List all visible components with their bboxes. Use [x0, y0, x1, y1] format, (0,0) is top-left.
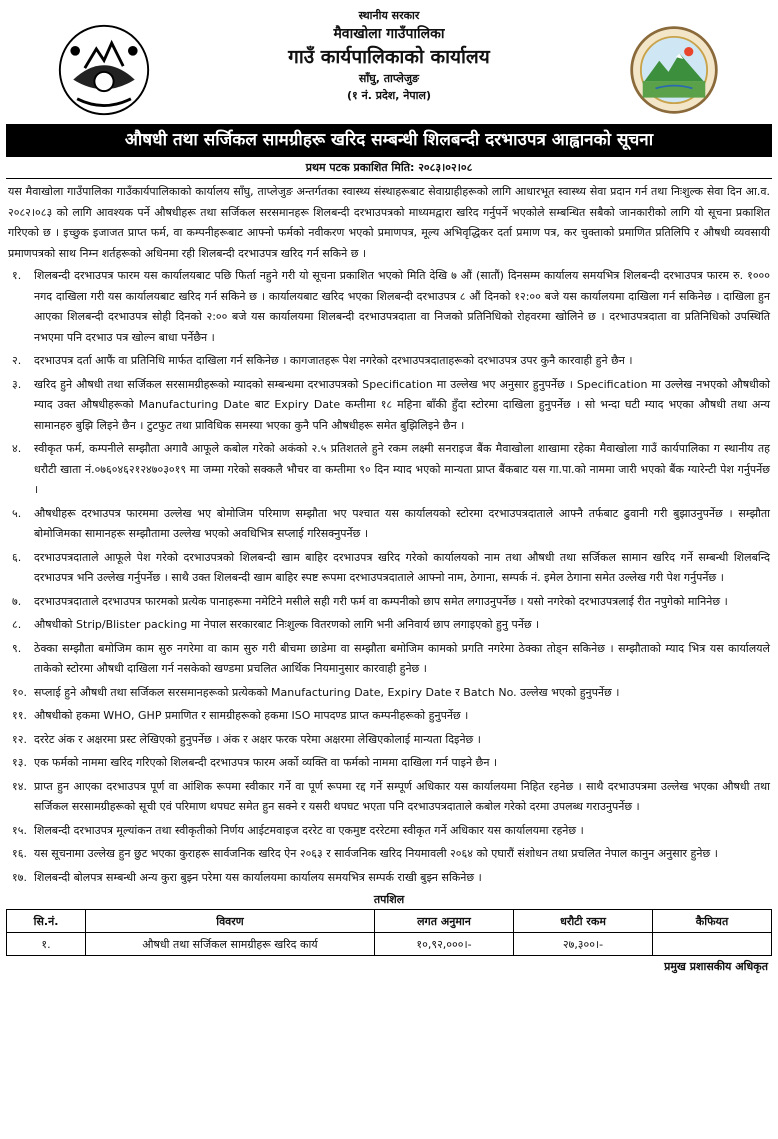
condition-text: दररेट अंक र अक्षरमा प्रस्ट लेखिएको हुनुपर्नेछ । अंक र अक्षर फरक परेमा अक्षरमा लेखिएकोलाई मान्यता दिइनेछ ।: [34, 732, 481, 746]
condition-item: [8, 844, 770, 865]
conditions-list: [6, 266, 772, 888]
table-row: [7, 933, 772, 956]
condition-item: [8, 266, 770, 348]
condition-number: १.: [12, 269, 22, 282]
condition-text: सप्लाई हुने औषधी तथा सर्जिकल सरसमानहरूको प्रत्येकको Manufacturing Date, Expiry Date र Batch No. उल्लेख भएको हुनुपर्नेछ ।: [34, 685, 620, 699]
condition-item: [8, 821, 770, 842]
column-header: धरौटी रकम: [514, 910, 653, 933]
condition-text: औषधीको Strip/Blister packing मा नेपाल सरकारबाट निःशुल्क वितरणको लागि भनी अनिवार्य छाप लगाइएको हुनु पर्नेछ ।: [34, 618, 540, 631]
office-name: गाउँ कार्यपालिकाको कार्यालय: [288, 46, 490, 68]
condition-item: [8, 615, 770, 636]
condition-item: [8, 868, 770, 889]
condition-text: औषधीहरू दरभाउपत्र फारममा उल्लेख भए बोमोजिम परिमाण सम्झौता भए पश्चात यस कार्यालयको स्टोरमा दरभाउपत्रदाताले आफ्नै तर्फबाट ढुवानी गरी बुझाउनुपर्नेछ । सम्झौता बोमोजिमका सामानहरू सम्झौतामा उल्लेख भएको अवधिभित्र सप्लाई गरिसक्नुपर्नेछ ।: [34, 506, 770, 540]
condition-number: १५.: [12, 823, 27, 837]
condition-number: ३.: [12, 377, 22, 391]
condition-text: औषधीको हकमा WHO, GHP प्रमाणित र सामग्रीहरूको हकमा ISO मापदण्ड प्राप्त कम्पनीहरूको हुनुपर्नेछ ।: [34, 709, 469, 722]
condition-item: [8, 439, 770, 501]
column-header: लगत अनुमान: [375, 910, 514, 933]
table-cell: २७,३००।-: [514, 933, 653, 956]
table-cell: [653, 933, 772, 956]
condition-number: ७.: [12, 594, 22, 608]
condition-text: यस सूचनामा उल्लेख हुन छुट भएका कुराहरू सार्वजनिक खरिद ऐन २०६३ र सार्वजनिक खरिद नियमावली २०६४ को एघारौं संशोधन तथा प्रचलित नेपाल कानुन अनुसार हुनेछ ।: [34, 847, 718, 860]
condition-number: ५.: [12, 506, 22, 520]
condition-item: [8, 592, 770, 613]
condition-text: खरिद हुने औषधी तथा सर्जिकल सरसामग्रीहरूको म्यादको सम्बन्धमा दरभाउपत्रको Specification मा उल्लेख भए अनुसार हुनुपर्नेछ । Specification मा उल्लेख नभएको औषधीको म्याद उक्त औषधीहरूको Manufacturing Date बाट Expiry Date कम्तीमा १८ महिना बाँकी हुँदा स्टोरमा दाखिला हुनुपर्नेछ । सो भन्दा घटी म्याद भएका औषधी तथा अन्य सामानहरु बुझि लिइने छैन । टुटफुट तथा प्राविधिक समस्या भएका कुनै पनि औषधीहरू समेत बुझिलिइने छैन ।: [34, 377, 770, 432]
condition-number: ९.: [12, 641, 22, 655]
condition-number: ११.: [12, 709, 27, 722]
nepal-emblem-icon: [56, 22, 152, 118]
office-address: साँघु, ताप्लेजुङ: [358, 72, 420, 85]
condition-item: [8, 375, 770, 437]
condition-item: [8, 548, 770, 589]
table-cell: १०,९२,०००।-: [375, 933, 514, 956]
condition-item: [8, 753, 770, 774]
signatory-title: प्रमुख प्रशासकीय अधिकृत: [664, 960, 768, 973]
condition-number: १७.: [12, 870, 27, 884]
condition-number: १२.: [12, 732, 27, 746]
condition-item: [8, 504, 770, 545]
condition-text: ठेक्का सम्झौता बमोजिम काम सुरु नगरेमा वा काम सुरु गरी बीचमा छाडेमा वा सम्झौता बमोजिम कामको प्रगति नगरेमा ठेक्का तोड्न सकिनेछ । सम्झौताको म्याद भित्र यस कार्यालयले ताकेको स्टोरमा औषधी दाखिला गर्न नसकेको खण्डमा प्रचलित आर्थिक नियमानुसार कारवाही हुनेछ ।: [34, 641, 770, 675]
condition-number: ६.: [12, 550, 22, 564]
province: (१ नं. प्रदेश, नेपाल): [347, 89, 431, 102]
notice-title-banner: औषधी तथा सर्जिकल सामग्रीहरू खरिद सम्बन्धी शिलबन्दी दरभाउपत्र आह्वानको सूचना: [6, 124, 772, 157]
column-header: कैफियत: [653, 910, 772, 933]
condition-number: ८.: [12, 618, 22, 631]
table-cell: १.: [7, 933, 86, 956]
condition-text: दरभाउपत्रदाताले दरभाउपत्र फारमको प्रत्येक पानाहरूमा नमेटिने मसीले सही गरी फर्म वा कम्पनीको छाप समेत लगाउनुपर्नेछ । यसो नगरेको दरभाउपत्रलाई रीत नपुगेको मानिनेछ ।: [34, 594, 728, 608]
municipality-logo-icon: [628, 24, 720, 116]
column-header: सि.नं.: [7, 910, 86, 933]
details-table: [6, 909, 772, 956]
condition-text: शिलबन्दी दरभाउपत्र फारम यस कार्यालयबाट पछि फिर्ता नहुने गरी यो सूचना प्रकाशित भएको मिति देखि ७ औं (सातौं) दिनसम्म कार्यालय समयभित्र शिलबन्दी दरभाउपत्र फारम रु. १००० नगद दाखिला गरी यस कार्यालयबाट खरिद गर्न सकिने छ । कार्यालयबाट खरिद भएका शिलबन्दी दरभाउपत्र ८ औं दिनको १२:०० बजे यस कार्यालयमा दाखिला गर्न सकिनेछ । दाखिला हुन आएका शिलबन्दी दरभाउपत्र सोही दिनको २:०० बजे यस कार्यालयमा शिलबन्दी दरभाउपत्रदाता वा निजको प्रतिनिधिको रोहवरमा खोलिने छ । दरभाउपत्रदाता वा प्रतिनिधिको उपस्थिति नभएमा पनि दरभाउ पत्र खोल्न बाधा पर्नेछैन ।: [34, 269, 770, 344]
condition-text: स्वीकृत फर्म, कम्पनीले सम्झौता अगावै आफूले कबोल गरेको अकंको २.५ प्रतिशतले हुने रकम लक्ष्मी सनराइज बैंक मैवाखोला शाखामा रहेका मैवाखोला गाउँ कार्यपालिका ग स्थानीय तह धरौटी खाता नं.०७६०४६२१२४७०३०१९ मा जम्मा गरेको सक्कलै भौचर वा कम्तीमा ९० दिन म्याद भएको मान्यता प्राप्त बैंकबाट यस गा.पा.को नाममा जारी भएको बैंक ग्यारेन्टी पेश गर्नुपर्नेछ ।: [34, 442, 770, 496]
condition-text: शिलबन्दी दरभाउपत्र मूल्यांकन तथा स्वीकृतीको निर्णय आईटमवाइज दररेट वा एकमुष्ट दररेटमा स्वीकृत गर्ने अधिकार यस कार्यालयमा रहनेछ ।: [34, 823, 584, 837]
table-header-row: [7, 910, 772, 933]
letterhead: [6, 0, 772, 124]
condition-text: प्राप्त हुन आएका दरभाउपत्र पूर्ण वा आंशिक रूपमा स्वीकार गर्ने वा पूर्ण रूपमा रद्द गर्ने सम्पूर्ण अधिकार यस कार्यालयमा निहित रहनेछ । साथै दरभाउपत्रमा उल्लेख भएका औषधी तथा सर्जिकल सरसामग्रीहरूको सूची एवं परिमाण थपघट समेत हुन सक्ने र यसरी थपघट भएता पनि दरभाउपत्रदाताले कबोल गरेको दरमा उपलब्ध गराउनुपर्नेछ ।: [34, 779, 770, 813]
condition-text: दरभाउपत्र दर्ता आफैं वा प्रतिनिधि मार्फत दाखिला गर्न सकिनेछ । कागजातहरू पेश नगरेको दरभाउपत्रदाताहरूको दरभाउपत्र उपर कुनै कारवाही हुने छैन ।: [34, 354, 633, 367]
intro-paragraph: यस मैवाखोला गाउँपालिका गाउँकार्यपालिकाको कार्यालय साँघु, ताप्लेजुङ अन्तर्गतका स्वास्थ्य संस्थाहरूबाट सेवाग्राहीहरूको लागि आधारभूत स्वास्थ्य सेवा प्रदान गर्न तथा निःशुल्क सेवा दिन आ.व. २०८२।०८३ को लागि आवश्यक पर्ने औषधीहरू तथा सर्जिकल सरसमानहरू शिलबन्दी दरभाउपत्रको माध्यमद्वारा खरिद गर्नुपर्ने भएकोले सम्बन्धित सबैको जानकारीको लागि यो सूचना प्रकाशित गरिएको छ । इच्छुक इजाजत प्राप्त फर्म, वा कम्पनीहरूबाट आफ्नो फर्मको नवीकरण भएको प्रमाणपत्र, मूल्य अभिवृद्धिकर दर्ता प्रमाण पत्र, कर चुक्ताको प्रमाणित प्रतिलिपि र औषधी व्यवसायी प्रमाणपत्रको साथ निम्न शर्तहरूको अधिनमा रही शिलबन्दी दरभाउपत्र खरिद गर्न सकिने छ ।: [8, 185, 770, 260]
government-level: स्थानीय सरकार: [358, 9, 420, 22]
condition-number: १०.: [12, 685, 27, 699]
condition-number: २.: [12, 354, 22, 367]
condition-item: [8, 706, 770, 727]
condition-item: [8, 639, 770, 680]
condition-item: [8, 683, 770, 704]
condition-text: एक फर्मको नाममा खरिद गरिएको शिलबन्दी दरभाउपत्र फारम अर्को व्यक्ति वा फर्मको नाममा दाखिला गर्न पाइने छैन ।: [34, 756, 498, 769]
condition-text: शिलबन्दी बोलपत्र सम्बन्धी अन्य कुरा बुझ्न परेमा यस कार्यालयमा कार्यालय समयभित्र सम्पर्क राखी बुझ्न सकिनेछ ।: [34, 870, 482, 884]
condition-item: [8, 777, 770, 818]
condition-number: १४.: [12, 779, 27, 793]
condition-text: दरभाउपत्रदाताले आफूले पेश गरेको दरभाउपत्रको शिलबन्दी खाम बाहिर दरभाउपत्र खरिद गरेको कार्यालयको नाम तथा औषधी तथा सर्जिकल सामान खरिद गर्ने सम्बन्धी शिलबन्दि दरभाउपत्र भनि उल्लेख गर्नुपर्नेछ । साथै उक्त शिलबन्दी खाम बाहिर स्पष्ट रूपमा दरभाउपत्रदाताले आफ्नो नाम, ठेगाना, सम्पर्क नं. इमेल ठेगाना समेत उल्लेख गरी पेश गर्नुपर्नेछ ।: [34, 550, 770, 584]
column-header: विवरण: [86, 910, 375, 933]
municipality-name: मैवाखोला गाउँपालिका: [333, 26, 445, 42]
publication-date: प्रथम पटक प्रकाशित मिति: २०८३।०२।०८: [6, 157, 772, 179]
condition-number: ४.: [12, 442, 22, 455]
condition-number: १३.: [12, 756, 27, 769]
condition-item: [8, 730, 770, 751]
condition-number: १६.: [12, 847, 27, 860]
details-table-title: तपशिल: [373, 893, 405, 906]
condition-item: [8, 351, 770, 372]
table-cell: औषधी तथा सर्जिकल सामग्रीहरू खरिद कार्य: [86, 933, 375, 956]
